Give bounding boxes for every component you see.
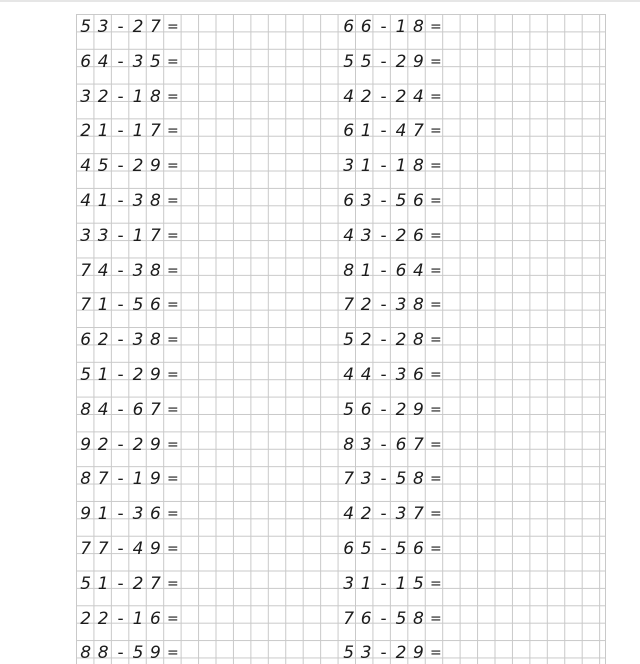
subtraction-problem-left-1 [77,16,182,38]
minuend-digit: 6 [80,51,92,72]
minuend-digit: 9 [80,504,92,525]
equals-sign: = [167,401,179,418]
subtrahend-digit: 5 [395,469,407,490]
minuend-digit: 3 [343,573,355,594]
subtrahend-digit: 8 [413,330,424,351]
minuend-digit: 8 [80,469,92,490]
subtraction-problem-right-5 [340,155,445,177]
equals-sign: = [167,471,179,488]
minuend-digit: 7 [343,469,355,490]
subtrahend-digit: 2 [132,156,144,177]
minuend-digit: 5 [97,156,109,177]
minus-sign: - [117,539,124,559]
minus-sign: - [117,260,124,281]
subtrahend-digit: 1 [395,156,407,177]
minuend-digit: 3 [343,156,355,177]
subtraction-problem-left-7 [77,225,182,247]
subtrahend-digit: 8 [413,608,424,629]
minus-sign: - [117,365,124,385]
minuend-digit: 4 [343,225,355,246]
minuend-digit: 8 [343,434,355,455]
subtrahend-digit: 3 [132,330,144,351]
subtraction-problem-left-12 [77,399,182,421]
equals-sign: = [430,541,442,557]
subtraction-problem-right-3 [340,86,445,108]
minuend-digit: 5 [80,365,92,385]
minus-sign: - [117,608,124,629]
minuend-digit: 1 [97,191,109,211]
minuend-digit: 8 [80,643,92,664]
subtraction-problem-left-18 [77,608,182,630]
subtrahend-digit: 6 [413,191,424,211]
subtraction-problem-left-16 [77,538,182,560]
subtraction-problem-right-10 [340,329,445,351]
equals-sign: = [430,401,442,418]
subtrahend-digit: 9 [413,51,424,72]
equals-sign: = [430,227,442,244]
subtrahend-digit: 6 [413,365,424,385]
subtrahend-digit: 9 [150,539,161,559]
subtrahend-digit: 2 [395,330,407,351]
subtrahend-digit: 7 [150,399,161,420]
subtrahend-digit: 1 [132,86,144,107]
minuend-digit: 2 [360,295,372,316]
subtraction-problem-right-7 [340,225,445,247]
minus-sign: - [380,86,387,107]
subtraction-problem-right-8 [340,260,445,282]
minuend-digit: 1 [360,573,372,594]
subtrahend-digit: 9 [150,643,161,664]
equals-sign: = [167,158,179,175]
minuend-digit: 4 [343,504,355,525]
subtrahend-digit: 6 [413,225,424,246]
minus-sign: - [380,399,387,420]
minuend-digit: 1 [360,121,372,142]
minuend-digit: 1 [97,121,109,142]
minuend-digit: 9 [80,434,92,455]
subtrahend-digit: 3 [132,51,144,72]
minuend-digit: 6 [343,191,355,211]
subtrahend-digit: 9 [150,365,161,385]
subtrahend-digit: 9 [150,469,161,490]
equals-sign: = [167,541,179,557]
subtrahend-digit: 7 [150,573,161,594]
minuend-digit: 7 [343,295,355,316]
minuend-digit: 4 [80,156,92,177]
subtrahend-digit: 3 [132,260,144,281]
minuend-digit: 7 [80,295,92,316]
equals-sign: = [167,367,179,383]
subtrahend-digit: 5 [150,51,161,72]
minuend-digit: 4 [97,51,109,72]
equals-sign: = [430,471,442,488]
subtrahend-digit: 8 [413,17,424,37]
minuend-digit: 2 [97,608,109,629]
equals-sign: = [167,332,179,349]
subtraction-problem-left-13 [77,434,182,456]
subtrahend-digit: 1 [132,469,144,490]
equals-sign: = [430,297,442,314]
minus-sign: - [117,191,124,211]
minus-sign: - [380,330,387,351]
minuend-digit: 5 [343,330,355,351]
subtrahend-digit: 6 [395,434,407,455]
subtrahend-digit: 1 [395,573,407,594]
minuend-digit: 6 [80,330,92,351]
subtrahend-digit: 4 [413,260,424,281]
subtrahend-digit: 6 [150,295,161,316]
subtraction-problem-left-19 [77,642,182,664]
minuend-digit: 3 [360,469,372,490]
top-divider [0,0,640,2]
subtrahend-digit: 5 [413,573,424,594]
minuend-digit: 1 [97,365,109,385]
minuend-digit: 6 [343,539,355,559]
minus-sign: - [117,399,124,420]
minus-sign: - [117,51,124,72]
subtrahend-digit: 4 [413,86,424,107]
subtraction-problem-left-9 [77,294,182,316]
subtrahend-digit: 2 [395,225,407,246]
equals-sign: = [430,262,442,279]
equals-sign: = [167,53,179,70]
minus-sign: - [117,573,124,594]
minuend-digit: 7 [80,539,92,559]
minus-sign: - [380,295,387,316]
equals-sign: = [430,610,442,627]
subtrahend-digit: 8 [150,260,161,281]
subtrahend-digit: 2 [132,434,144,455]
subtrahend-digit: 7 [150,121,161,142]
minuend-digit: 1 [97,504,109,525]
subtrahend-digit: 5 [395,608,407,629]
subtrahend-digit: 4 [132,539,144,559]
subtrahend-digit: 6 [132,399,144,420]
subtrahend-digit: 1 [395,17,407,37]
minuend-digit: 1 [97,573,109,594]
equals-sign: = [167,436,179,453]
equals-sign: = [430,575,442,592]
minus-sign: - [117,504,124,525]
subtrahend-digit: 9 [413,399,424,420]
minuend-digit: 7 [97,539,109,559]
equals-sign: = [167,610,179,627]
minuend-digit: 4 [80,191,92,211]
equals-sign: = [430,53,442,70]
equals-sign: = [430,367,442,383]
minuend-digit: 7 [343,608,355,629]
subtrahend-digit: 6 [150,608,161,629]
minuend-digit: 4 [343,365,355,385]
subtrahend-digit: 8 [150,86,161,107]
minuend-digit: 3 [360,225,372,246]
minus-sign: - [117,434,124,455]
minus-sign: - [380,539,387,559]
subtraction-problem-left-6 [77,190,182,212]
subtrahend-digit: 4 [395,121,407,142]
minuend-digit: 8 [343,260,355,281]
subtrahend-digit: 8 [150,330,161,351]
minus-sign: - [117,86,124,107]
equals-sign: = [167,88,179,105]
subtrahend-digit: 2 [395,86,407,107]
minus-sign: - [380,643,387,664]
minuend-digit: 3 [97,17,109,37]
subtrahend-digit: 7 [150,17,161,37]
minuend-digit: 3 [97,225,109,246]
minuend-digit: 5 [343,399,355,420]
minus-sign: - [380,260,387,281]
minuend-digit: 1 [360,260,372,281]
subtraction-problem-right-11 [340,364,445,386]
minus-sign: - [380,121,387,142]
subtraction-problem-left-15 [77,503,182,525]
minuend-digit: 6 [343,121,355,142]
minus-sign: - [380,365,387,385]
subtrahend-digit: 3 [395,365,407,385]
minus-sign: - [117,295,124,316]
subtraction-problem-right-6 [340,190,445,212]
subtrahend-digit: 6 [150,504,161,525]
subtrahend-digit: 2 [132,365,144,385]
minuend-digit: 4 [360,365,372,385]
minus-sign: - [380,225,387,246]
subtrahend-digit: 9 [150,156,161,177]
minus-sign: - [380,17,387,37]
minuend-digit: 8 [80,399,92,420]
minuend-digit: 5 [360,51,372,72]
subtrahend-digit: 7 [413,121,424,142]
minuend-digit: 2 [97,330,109,351]
subtrahend-digit: 3 [132,191,144,211]
minuend-digit: 6 [343,17,355,37]
minuend-digit: 5 [343,643,355,664]
equals-sign: = [430,88,442,105]
minuend-digit: 5 [80,573,92,594]
subtraction-problem-right-12 [340,399,445,421]
minuend-digit: 3 [360,434,372,455]
minuend-digit: 4 [343,86,355,107]
minuend-digit: 7 [80,260,92,281]
minus-sign: - [380,51,387,72]
equals-sign: = [430,193,442,209]
minuend-digit: 2 [360,504,372,525]
subtraction-problem-right-9 [340,294,445,316]
subtrahend-digit: 2 [132,573,144,594]
equals-sign: = [430,158,442,175]
subtrahend-digit: 5 [132,643,144,664]
minus-sign: - [117,225,124,246]
subtraction-problem-left-5 [77,155,182,177]
subtrahend-digit: 5 [395,191,407,211]
minus-sign: - [380,156,387,177]
minuend-digit: 2 [360,86,372,107]
subtraction-problem-left-11 [77,364,182,386]
equals-sign: = [430,19,442,35]
equals-sign: = [430,436,442,453]
minuend-digit: 5 [343,51,355,72]
minus-sign: - [380,573,387,594]
minus-sign: - [380,434,387,455]
subtrahend-digit: 8 [150,191,161,211]
minuend-digit: 6 [360,17,372,37]
subtraction-problem-right-17 [340,573,445,595]
minuend-digit: 3 [80,86,92,107]
minuend-digit: 8 [97,643,109,664]
minuend-digit: 5 [360,539,372,559]
subtrahend-digit: 7 [413,434,424,455]
equals-sign: = [430,332,442,349]
minuend-digit: 2 [97,86,109,107]
minuend-digit: 2 [80,121,92,142]
subtrahend-digit: 3 [395,504,407,525]
subtraction-problem-right-14 [340,468,445,490]
subtrahend-digit: 1 [132,608,144,629]
equals-sign: = [167,645,179,662]
subtrahend-digit: 7 [150,225,161,246]
subtrahend-digit: 8 [413,469,424,490]
subtrahend-digit: 9 [150,434,161,455]
subtrahend-digit: 7 [413,504,424,525]
minuend-digit: 2 [80,608,92,629]
subtrahend-digit: 6 [413,539,424,559]
minuend-digit: 3 [360,191,372,211]
equals-sign: = [167,262,179,279]
subtrahend-digit: 8 [413,156,424,177]
equals-sign: = [167,227,179,244]
equals-sign: = [430,123,442,140]
equals-sign: = [167,297,179,314]
minus-sign: - [117,156,124,177]
subtraction-problem-right-13 [340,434,445,456]
minuend-digit: 2 [97,434,109,455]
minuend-digit: 7 [97,469,109,490]
minuend-digit: 3 [80,225,92,246]
minus-sign: - [380,191,387,211]
subtraction-problem-left-8 [77,260,182,282]
subtrahend-digit: 5 [395,539,407,559]
subtraction-problem-right-2 [340,51,445,73]
subtraction-problem-right-4 [340,120,445,142]
subtrahend-digit: 5 [132,295,144,316]
equals-sign: = [430,645,442,662]
subtraction-problem-right-1 [340,16,445,38]
subtrahend-digit: 8 [413,295,424,316]
equals-sign: = [430,506,442,523]
minus-sign: - [117,17,124,37]
minuend-digit: 2 [360,330,372,351]
minus-sign: - [380,504,387,525]
subtrahend-digit: 2 [395,643,407,664]
minus-sign: - [117,469,124,490]
minus-sign: - [117,121,124,142]
minus-sign: - [117,330,124,351]
subtrahend-digit: 1 [132,225,144,246]
minuend-digit: 1 [360,156,372,177]
subtraction-problem-left-2 [77,51,182,73]
minus-sign: - [380,608,387,629]
subtraction-problem-right-19 [340,642,445,664]
subtrahend-digit: 3 [395,295,407,316]
equals-sign: = [167,193,179,209]
minuend-digit: 4 [97,260,109,281]
subtraction-problem-right-15 [340,503,445,525]
equals-sign: = [167,123,179,140]
equals-sign: = [167,575,179,592]
subtraction-problem-left-10 [77,329,182,351]
minuend-digit: 3 [360,643,372,664]
subtraction-problem-left-14 [77,468,182,490]
subtraction-problem-right-18 [340,608,445,630]
subtraction-problem-left-4 [77,120,182,142]
minuend-digit: 4 [97,399,109,420]
minus-sign: - [117,643,124,664]
subtrahend-digit: 9 [413,643,424,664]
minuend-digit: 6 [360,608,372,629]
subtraction-problem-left-17 [77,573,182,595]
subtraction-problem-left-3 [77,86,182,108]
subtrahend-digit: 6 [395,260,407,281]
subtrahend-digit: 1 [132,121,144,142]
subtrahend-digit: 2 [132,17,144,37]
equals-sign: = [167,506,179,523]
subtrahend-digit: 2 [395,51,407,72]
minuend-digit: 1 [97,295,109,316]
minuend-digit: 5 [80,17,92,37]
subtraction-problem-right-16 [340,538,445,560]
subtrahend-digit: 2 [395,399,407,420]
equals-sign: = [167,19,179,35]
minuend-digit: 6 [360,399,372,420]
minus-sign: - [380,469,387,490]
subtrahend-digit: 3 [132,504,144,525]
